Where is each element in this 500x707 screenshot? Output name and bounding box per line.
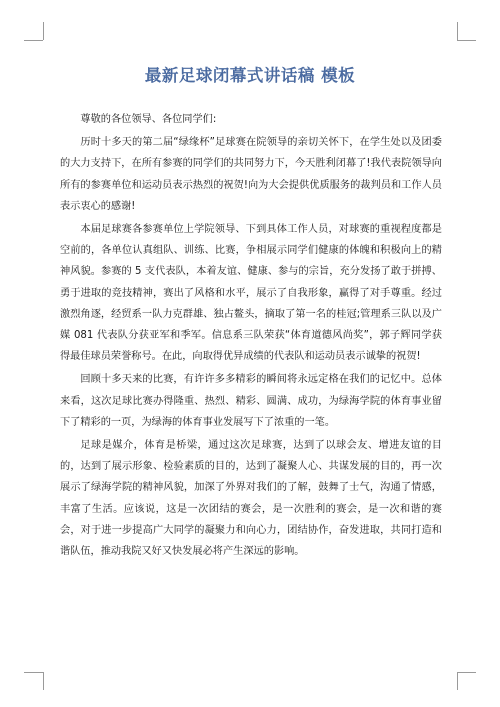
document-title: 最新足球闭幕式讲话稿 模板 [144,66,356,85]
paragraph-2: 本届足球赛各参赛单位上学院领导、下到具体工作人员，对球赛的重视程度都是空前的，各单位认真组队、训练、比赛，争相展示同学们健康的体魄和积极向上的精神风貌。参赛的 5 支代表队，本着友谊、健康、参与的宗旨，充分发扬了敢于拼搏、勇于进取的竞技精神，赛出了风格和水平，展示了自我形象，赢得了对手尊重。经过激烈角逐，经贸系一队力克群雄、独占鳌头，摘取了第一名的桂冠;管理系三队以及广媒 081 代表队分获亚军和季军。信息系三队荣获“体育道德风尚奖”，郭子辉同学获得最佳球员荣誉称号。在此，向取得优异成绩的代表队和运动员表示诚挚的祝贺! [60,224,442,363]
crop-mark-bottom-left [34,672,44,690]
paragraph-4: 足球是媒介，体育是桥梁，通过这次足球赛，达到了以球会友、增进友谊的目的，达到了展示形象、检验素质的目的，达到了凝聚人心、共谋发展的目的，再一次展示了绿海学院的精神风貌，加深了外界对我们的了解，鼓舞了士气，沟通了情感，丰富了生活。应该说，这是一次团结的赛会，是一次胜利的赛会，是一次和谐的赛会，对于进一步提高广大同学的凝聚力和向心力，团结协作，奋发进取，共同打造和谐队伍，推动我院又好又快发展必将产生深远的影响。 [60,440,442,558]
paragraph-1: 历时十多天的第二届“绿缘杯”足球赛在院领导的亲切关怀下，在学生处以及团委的大力支持下，在所有参赛的同学们的共同努力下，今天胜利闭幕了!我代表院领导向所有的参赛单位和运动员表示热烈的祝贺!向为大会提供优质服务的裁判员和工作人员表示衷心的感谢! [60,137,442,212]
crop-mark-bottom-right-h [457,672,476,674]
crop-mark-bottom-right [457,672,467,690]
crop-mark-top-right-h [457,40,476,42]
crop-mark-bottom-left-h [24,672,43,674]
paragraph-3: 回顾十多天来的比赛，有许许多多精彩的瞬间将永远定格在我们的记忆中。总体来看，这次足球比赛办得隆重、热烈、精彩、圆满、成功，为绿海学院的体育事业留下了精彩的一页，为绿海的体育事业发展写下了浓重的一笔。 [60,374,442,428]
crop-mark-top-right [457,22,467,40]
salutation: 尊敬的各位领导、各位同学们: [80,114,217,125]
crop-mark-top-left-h [24,40,43,42]
document-body [60,109,442,562]
crop-mark-top-left [34,22,44,40]
